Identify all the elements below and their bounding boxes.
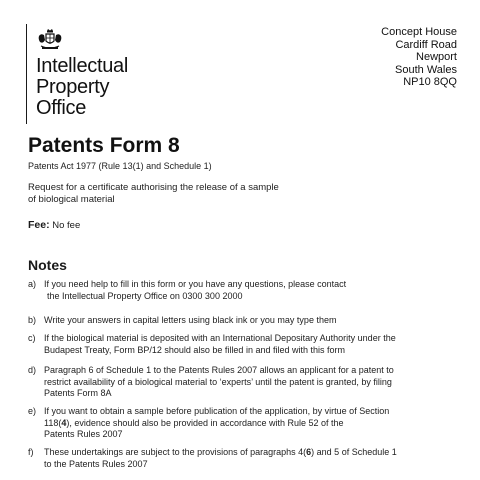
note-text (44, 333, 460, 356)
note-text (44, 406, 460, 441)
note-line: Write your answers in capital letters using black ink or you may type them (44, 315, 337, 325)
note-b (28, 315, 460, 327)
note-letter: f) (28, 447, 34, 457)
address-line: Newport (416, 51, 457, 63)
royal-coat-of-arms-icon (36, 28, 64, 52)
note-f (28, 447, 460, 470)
note-letter: d) (28, 365, 37, 375)
act-reference: Patents Act 1977 (Rule 13(1) and Schedule 1) (28, 161, 212, 171)
note-e (28, 406, 460, 441)
note-line: Budapest Treaty, Form BP/12 should also be filled in and filed with this form (44, 344, 345, 355)
note-line: If the biological material is deposited with an International Depositary Authority under the (44, 333, 396, 343)
note-d (28, 365, 460, 400)
org-name-line: Office (36, 97, 87, 119)
address-line: NP10 8QQ (403, 76, 457, 88)
note-letter: a) (28, 279, 37, 289)
request-description (28, 182, 358, 206)
org-name (36, 56, 186, 119)
fee-value: No fee (52, 220, 81, 231)
note-text (44, 447, 460, 470)
note-a (28, 279, 460, 302)
fee-label: Fee: (28, 219, 50, 231)
logo-divider (26, 24, 27, 124)
office-address (381, 26, 457, 89)
note-letter: c) (28, 333, 36, 343)
note-line: 118(4), evidence should also be provided in accordance with Rule 52 of the (44, 417, 344, 428)
note-letter: e) (28, 406, 37, 416)
note-line: These undertakings are subject to the provisions of paragraphs 4(6) and 5 of Schedule 1 (44, 447, 397, 457)
notes-heading: Notes (28, 257, 67, 273)
bold-reference: 6 (306, 447, 312, 457)
request-line: Request for a certificate authorising the release of a sample (28, 182, 279, 193)
request-line: of biological material (28, 194, 115, 205)
org-name-line: Property (36, 76, 110, 98)
note-line: If you want to obtain a sample before publication of the application, by virtue of Section (44, 406, 390, 416)
address-line: South Wales (395, 63, 457, 76)
note-text (44, 279, 460, 302)
address-line: Concept House (381, 26, 457, 38)
fee-line (28, 219, 80, 231)
form-title: Patents Form 8 (28, 134, 180, 157)
note-line: Paragraph 6 of Schedule 1 to the Patents Rules 2007 allows an applicant for a patent to (44, 365, 394, 375)
address-line: Cardiff Road (395, 38, 457, 51)
note-text (44, 365, 460, 400)
note-letter: b) (28, 315, 37, 325)
note-c (28, 333, 460, 356)
note-line: restrict availability of a biological material to ‘experts’ until the patent is granted, by filing (44, 376, 392, 387)
note-text (44, 315, 460, 327)
bold-reference: 4 (61, 417, 67, 428)
note-line: to the Patents Rules 2007 (44, 458, 148, 469)
org-name-line: Intellectual (36, 55, 129, 77)
note-line: Patents Form 8A (44, 388, 112, 399)
note-line: If you need help to fill in this form or you have any questions, please contact (44, 279, 347, 289)
note-line: Patents Rules 2007 (44, 429, 123, 440)
note-line: the Intellectual Property Office on 0300 300 2000 (47, 290, 243, 301)
